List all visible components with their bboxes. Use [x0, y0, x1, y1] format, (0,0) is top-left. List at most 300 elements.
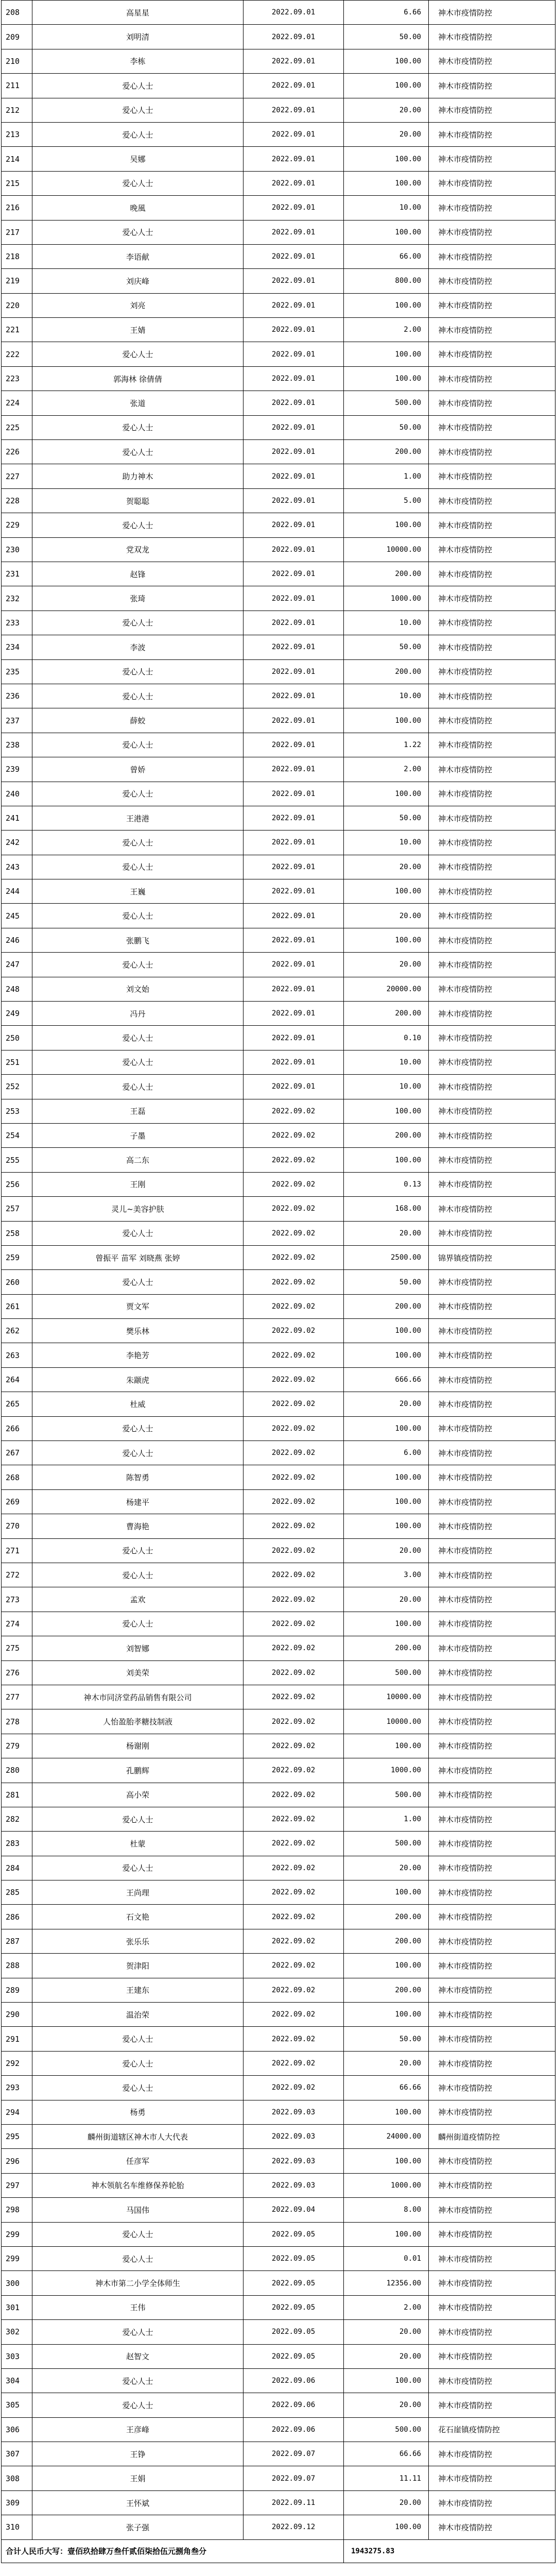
- table-row: [2, 1685, 555, 1709]
- donation-amount: 20.00: [344, 953, 429, 977]
- donation-amount: 2500.00: [344, 1245, 429, 1269]
- donation-date: 2022.09.01: [244, 74, 344, 98]
- table-row: [2, 1270, 555, 1294]
- row-number: 287: [2, 1929, 32, 1953]
- donor-name: 爱心人士: [32, 2051, 244, 2075]
- donation-table-container: [1, 0, 555, 2563]
- table-row: [2, 1734, 555, 1758]
- donation-amount: 2.00: [344, 318, 429, 342]
- row-number: 244: [2, 879, 32, 904]
- donation-date: 2022.09.02: [244, 1319, 344, 1343]
- donor-name: 曹海艳: [32, 1514, 244, 1538]
- donation-date: 2022.09.02: [244, 1514, 344, 1538]
- recipient: 神木市疫情防控: [429, 1612, 555, 1636]
- row-number: 267: [2, 1441, 32, 1465]
- total-amount: 1943275.83: [344, 2539, 555, 2563]
- recipient: 神木市疫情防控: [429, 318, 555, 342]
- table-row: [2, 1978, 555, 2002]
- table-row: [2, 1514, 555, 1538]
- donation-amount: 100.00: [344, 366, 429, 391]
- donation-amount: 0.10: [344, 1026, 429, 1050]
- donor-name: 任彦军: [32, 2149, 244, 2173]
- donation-amount: 10.00: [344, 1050, 429, 1074]
- recipient: 神木市疫情防控: [429, 74, 555, 98]
- donor-name: 李艳芳: [32, 1343, 244, 1367]
- donor-name: 灵儿~美容护肤: [32, 1197, 244, 1221]
- table-row: [2, 733, 555, 757]
- donation-date: 2022.09.01: [244, 1, 344, 25]
- table-row: [2, 440, 555, 464]
- table-row: [2, 1416, 555, 1440]
- table-row: [2, 928, 555, 952]
- donation-amount: 1.22: [344, 733, 429, 757]
- donor-name: 杨谢刚: [32, 1734, 244, 1758]
- donor-name: 爱心人士: [32, 171, 244, 195]
- donation-date: 2022.09.01: [244, 25, 344, 49]
- row-number: 260: [2, 1270, 32, 1294]
- table-row: [2, 1294, 555, 1318]
- row-number: 301: [2, 2295, 32, 2319]
- table-row: [2, 1075, 555, 1099]
- donation-amount: 20.00: [344, 1538, 429, 1563]
- recipient: 神木市疫情防控: [429, 464, 555, 488]
- recipient: 神木市疫情防控: [429, 1465, 555, 1489]
- donor-name: 晚風: [32, 196, 244, 220]
- donation-date: 2022.09.02: [244, 1416, 344, 1440]
- donation-amount: 2.00: [344, 2295, 429, 2319]
- table-row: [2, 586, 555, 611]
- recipient: 神木市疫情防控: [429, 953, 555, 977]
- donation-amount: 20.00: [344, 1856, 429, 1880]
- donation-amount: 5.00: [344, 488, 429, 513]
- donation-amount: 0.13: [344, 1172, 429, 1196]
- donor-name: 爱心人士: [32, 415, 244, 439]
- row-number: 212: [2, 98, 32, 122]
- recipient: 神木市疫情防控: [429, 1538, 555, 1563]
- table-row: [2, 1636, 555, 1660]
- row-number: 209: [2, 25, 32, 49]
- row-number: 265: [2, 1392, 32, 1416]
- donation-amount: 100.00: [344, 171, 429, 195]
- donation-date: 2022.09.02: [244, 1123, 344, 1147]
- donation-date: 2022.09.02: [244, 1978, 344, 2002]
- donation-date: 2022.09.05: [244, 2222, 344, 2246]
- row-number: 305: [2, 2393, 32, 2417]
- donation-date: 2022.09.05: [244, 2246, 344, 2270]
- row-number: 240: [2, 782, 32, 806]
- table-row: [2, 953, 555, 977]
- donor-name: 爱心人士: [32, 2027, 244, 2051]
- donation-amount: 200.00: [344, 1294, 429, 1318]
- donation-date: 2022.09.01: [244, 562, 344, 586]
- donation-date: 2022.09.02: [244, 1148, 344, 1172]
- donation-amount: 100.00: [344, 1099, 429, 1123]
- donation-amount: 6.00: [344, 1441, 429, 1465]
- donation-amount: 100.00: [344, 293, 429, 317]
- row-number: 252: [2, 1075, 32, 1099]
- donation-amount: 800.00: [344, 269, 429, 293]
- donation-date: 2022.09.02: [244, 1636, 344, 1660]
- recipient: 神木市疫情防控: [429, 2076, 555, 2100]
- donor-name: 王婧: [32, 318, 244, 342]
- table-row: [2, 1660, 555, 1685]
- donation-amount: 20.00: [344, 2051, 429, 2075]
- recipient: 神木市疫情防控: [429, 2466, 555, 2490]
- row-number: 218: [2, 244, 32, 268]
- donation-amount: 200.00: [344, 562, 429, 586]
- donor-name: 爱心人士: [32, 1612, 244, 1636]
- donation-amount: 66.66: [344, 2076, 429, 2100]
- row-number: 286: [2, 1905, 32, 1929]
- donation-amount: 168.00: [344, 1197, 429, 1221]
- recipient: 神木市疫情防控: [429, 806, 555, 830]
- donor-name: 神木市同济堂药品销售有限公司: [32, 1685, 244, 1709]
- donation-date: 2022.09.02: [244, 1660, 344, 1685]
- donor-name: 贺津阳: [32, 1954, 244, 1978]
- row-number: 308: [2, 2466, 32, 2490]
- donor-name: 杨勇: [32, 2100, 244, 2124]
- donation-date: 2022.09.02: [244, 1441, 344, 1465]
- donation-date: 2022.09.01: [244, 318, 344, 342]
- donation-amount: 20.00: [344, 1221, 429, 1245]
- recipient: 神木市疫情防控: [429, 1172, 555, 1196]
- donor-name: 王刚: [32, 1172, 244, 1196]
- donation-amount: 66.66: [344, 2442, 429, 2466]
- donation-amount: 100.00: [344, 782, 429, 806]
- donation-date: 2022.09.03: [244, 2149, 344, 2173]
- recipient: 神木市疫情防控: [429, 2100, 555, 2124]
- recipient: 神木市疫情防控: [429, 757, 555, 782]
- recipient: 神木市疫情防控: [429, 1319, 555, 1343]
- donation-date: 2022.09.05: [244, 2271, 344, 2295]
- donor-name: 王巍: [32, 879, 244, 904]
- row-number: 247: [2, 953, 32, 977]
- recipient: 神木市疫情防控: [429, 2051, 555, 2075]
- donation-date: 2022.09.03: [244, 2173, 344, 2197]
- donor-name: 爱心人士: [32, 2368, 244, 2393]
- recipient: 神木市疫情防控: [429, 586, 555, 611]
- table-row: [2, 1343, 555, 1367]
- donation-amount: 100.00: [344, 2222, 429, 2246]
- recipient: 神木市疫情防控: [429, 440, 555, 464]
- donation-amount: 10.00: [344, 684, 429, 708]
- donor-name: 高二东: [32, 1148, 244, 1172]
- donor-name: 爱心人士: [32, 1221, 244, 1245]
- donation-amount: 10000.00: [344, 1685, 429, 1709]
- recipient: 神木市疫情防控: [429, 1367, 555, 1392]
- row-number: 304: [2, 2368, 32, 2393]
- donor-name: 刘庆峰: [32, 269, 244, 293]
- row-number: 292: [2, 2051, 32, 2075]
- donor-name: 爱心人士: [32, 1075, 244, 1099]
- donation-amount: 200.00: [344, 1002, 429, 1026]
- donation-date: 2022.09.01: [244, 415, 344, 439]
- donation-date: 2022.09.04: [244, 2198, 344, 2222]
- table-row: [2, 2124, 555, 2148]
- recipient: 神木市疫情防控: [429, 1709, 555, 1734]
- recipient: 神木市疫情防控: [429, 2149, 555, 2173]
- donor-name: 神木领航名车维修保养轮胎: [32, 2173, 244, 2197]
- donor-name: 爱心人士: [32, 2320, 244, 2344]
- row-number: 295: [2, 2124, 32, 2148]
- donation-date: 2022.09.01: [244, 98, 344, 122]
- donor-name: 爱心人士: [32, 1807, 244, 1831]
- recipient: 神木市疫情防控: [429, 562, 555, 586]
- row-number: 224: [2, 391, 32, 415]
- recipient: 锦界镇疫情防控: [429, 1245, 555, 1269]
- total-row: [2, 2539, 555, 2563]
- donation-amount: 100.00: [344, 2515, 429, 2539]
- table-row: [2, 2393, 555, 2417]
- table-row: [2, 2466, 555, 2490]
- row-number: 219: [2, 269, 32, 293]
- donation-date: 2022.09.12: [244, 2515, 344, 2539]
- row-number: 259: [2, 1245, 32, 1269]
- donation-amount: 100.00: [344, 1319, 429, 1343]
- donation-date: 2022.09.01: [244, 342, 344, 366]
- donor-name: 赵智文: [32, 2344, 244, 2368]
- donation-amount: 50.00: [344, 1270, 429, 1294]
- recipient: 神木市疫情防控: [429, 782, 555, 806]
- row-number: 281: [2, 1783, 32, 1807]
- recipient: 神木市疫情防控: [429, 196, 555, 220]
- recipient: 神木市疫情防控: [429, 1807, 555, 1831]
- donor-name: 樊乐林: [32, 1319, 244, 1343]
- donation-date: 2022.09.02: [244, 1734, 344, 1758]
- donation-date: 2022.09.06: [244, 2393, 344, 2417]
- table-row: [2, 1880, 555, 1905]
- row-number: 251: [2, 1050, 32, 1074]
- row-number: 306: [2, 2417, 32, 2442]
- donation-amount: 1.00: [344, 464, 429, 488]
- recipient: 神木市疫情防控: [429, 25, 555, 49]
- row-number: 248: [2, 977, 32, 1001]
- donor-name: 张道: [32, 391, 244, 415]
- row-number: 270: [2, 1514, 32, 1538]
- row-number: 299: [2, 2222, 32, 2246]
- table-row: [2, 1148, 555, 1172]
- donor-name: 孟欢: [32, 1587, 244, 1612]
- recipient: 神木市疫情防控: [429, 1148, 555, 1172]
- table-row: [2, 1929, 555, 1953]
- row-number: 258: [2, 1221, 32, 1245]
- row-number: 262: [2, 1319, 32, 1343]
- table-row: [2, 757, 555, 782]
- donation-date: 2022.09.01: [244, 806, 344, 830]
- donation-amount: 50.00: [344, 2027, 429, 2051]
- recipient: 花石崖镇疫情防控: [429, 2417, 555, 2442]
- donation-amount: 200.00: [344, 1905, 429, 1929]
- donor-name: 王怀斌: [32, 2490, 244, 2515]
- row-number: 253: [2, 1099, 32, 1123]
- table-row: [2, 1099, 555, 1123]
- recipient: 神木市疫情防控: [429, 1416, 555, 1440]
- row-number: 264: [2, 1367, 32, 1392]
- donation-amount: 100.00: [344, 1880, 429, 1905]
- donor-name: 刘明清: [32, 25, 244, 49]
- recipient: 神木市疫情防控: [429, 611, 555, 635]
- donation-date: 2022.09.01: [244, 220, 344, 244]
- recipient: 神木市疫情防控: [429, 1880, 555, 1905]
- donation-amount: 3.00: [344, 1563, 429, 1587]
- donation-date: 2022.09.01: [244, 488, 344, 513]
- recipient: 神木市疫情防控: [429, 1099, 555, 1123]
- recipient: 神木市疫情防控: [429, 2027, 555, 2051]
- row-number: 298: [2, 2198, 32, 2222]
- donation-amount: 100.00: [344, 708, 429, 733]
- recipient: 神木市疫情防控: [429, 1978, 555, 2002]
- donation-date: 2022.09.01: [244, 928, 344, 952]
- table-row: [2, 879, 555, 904]
- recipient: 神木市疫情防控: [429, 1783, 555, 1807]
- donation-date: 2022.09.01: [244, 708, 344, 733]
- table-row: [2, 244, 555, 268]
- table-row: [2, 2344, 555, 2368]
- donor-name: 张子强: [32, 2515, 244, 2539]
- donor-name: 爱心人士: [32, 904, 244, 928]
- table-row: [2, 1050, 555, 1074]
- recipient: 神木市疫情防控: [429, 1441, 555, 1465]
- row-number: 278: [2, 1709, 32, 1734]
- table-row: [2, 1319, 555, 1343]
- row-number: 293: [2, 2076, 32, 2100]
- donation-amount: 100.00: [344, 1416, 429, 1440]
- donor-name: 曾娇: [32, 757, 244, 782]
- table-row: [2, 1367, 555, 1392]
- donation-date: 2022.09.01: [244, 611, 344, 635]
- table-row: [2, 2222, 555, 2246]
- donation-date: 2022.09.01: [244, 269, 344, 293]
- donation-amount: 100.00: [344, 49, 429, 73]
- donor-name: 爱心人士: [32, 953, 244, 977]
- donor-name: 赵锋: [32, 562, 244, 586]
- donor-name: 爱心人士: [32, 1026, 244, 1050]
- donor-name: 石文艳: [32, 1905, 244, 1929]
- table-row: [2, 366, 555, 391]
- recipient: 神木市疫情防控: [429, 1075, 555, 1099]
- row-number: 230: [2, 537, 32, 562]
- donation-amount: 0.01: [344, 2246, 429, 2270]
- recipient: 神木市疫情防控: [429, 1905, 555, 1929]
- recipient: 神木市疫情防控: [429, 2246, 555, 2270]
- donation-date: 2022.09.02: [244, 1685, 344, 1709]
- row-number: 289: [2, 1978, 32, 2002]
- donor-name: 张琦: [32, 586, 244, 611]
- donation-date: 2022.09.01: [244, 464, 344, 488]
- recipient: 神木市疫情防控: [429, 1489, 555, 1514]
- donor-name: 爱心人士: [32, 1416, 244, 1440]
- row-number: 280: [2, 1758, 32, 1783]
- donation-amount: 100.00: [344, 2368, 429, 2393]
- table-row: [2, 1392, 555, 1416]
- table-row: [2, 2173, 555, 2197]
- row-number: 307: [2, 2442, 32, 2466]
- table-row: [2, 1832, 555, 1856]
- donation-amount: 2.00: [344, 757, 429, 782]
- donation-amount: 20.00: [344, 1587, 429, 1612]
- donation-date: 2022.09.05: [244, 2344, 344, 2368]
- recipient: 神木市疫情防控: [429, 293, 555, 317]
- table-row: [2, 293, 555, 317]
- donation-amount: 6.66: [344, 1, 429, 25]
- recipient: 神木市疫情防控: [429, 684, 555, 708]
- donation-amount: 500.00: [344, 1660, 429, 1685]
- donation-amount: 20.00: [344, 1392, 429, 1416]
- donor-name: 子墨: [32, 1123, 244, 1147]
- table-row: [2, 2003, 555, 2027]
- recipient: 神木市疫情防控: [429, 2393, 555, 2417]
- donor-name: 党双龙: [32, 537, 244, 562]
- donation-amount: 10.00: [344, 611, 429, 635]
- recipient: 神木市疫情防控: [429, 2295, 555, 2319]
- donor-name: 王铮: [32, 2442, 244, 2466]
- donation-date: 2022.09.01: [244, 244, 344, 268]
- donation-amount: 1000.00: [344, 1758, 429, 1783]
- row-number: 242: [2, 831, 32, 855]
- donation-date: 2022.09.02: [244, 1612, 344, 1636]
- table-row: [2, 2198, 555, 2222]
- donation-date: 2022.09.01: [244, 977, 344, 1001]
- table-row: [2, 2100, 555, 2124]
- recipient: 神木市疫情防控: [429, 513, 555, 537]
- recipient: 神木市疫情防控: [429, 2198, 555, 2222]
- donation-date: 2022.09.05: [244, 2320, 344, 2344]
- donation-date: 2022.09.01: [244, 49, 344, 73]
- donation-amount: 20.00: [344, 855, 429, 879]
- recipient: 神木市疫情防控: [429, 1392, 555, 1416]
- donation-date: 2022.09.02: [244, 1367, 344, 1392]
- recipient: 神木市疫情防控: [429, 122, 555, 146]
- row-number: 276: [2, 1660, 32, 1685]
- donation-date: 2022.09.05: [244, 2295, 344, 2319]
- donation-amount: 100.00: [344, 1465, 429, 1489]
- donation-date: 2022.09.02: [244, 1709, 344, 1734]
- table-row: [2, 25, 555, 49]
- table-row: [2, 49, 555, 73]
- recipient: 神木市疫情防控: [429, 1197, 555, 1221]
- donation-amount: 100.00: [344, 2003, 429, 2027]
- donation-date: 2022.09.01: [244, 440, 344, 464]
- donation-date: 2022.09.01: [244, 171, 344, 195]
- table-row: [2, 2442, 555, 2466]
- donation-amount: 12356.00: [344, 2271, 429, 2295]
- table-row: [2, 1123, 555, 1147]
- donor-name: 刘文始: [32, 977, 244, 1001]
- donation-date: 2022.09.07: [244, 2466, 344, 2490]
- donor-name: 麟州街道辖区神木市人大代表: [32, 2124, 244, 2148]
- donor-name: 冯丹: [32, 1002, 244, 1026]
- donor-name: 李语献: [32, 244, 244, 268]
- donor-name: 神木市第二小学全体师生: [32, 2271, 244, 2295]
- donor-name: 温治荣: [32, 2003, 244, 2027]
- donation-amount: 10.00: [344, 196, 429, 220]
- donation-date: 2022.09.02: [244, 1807, 344, 1831]
- donation-amount: 200.00: [344, 1978, 429, 2002]
- donation-date: 2022.09.02: [244, 1197, 344, 1221]
- table-row: [2, 2490, 555, 2515]
- recipient: 神木市疫情防控: [429, 1294, 555, 1318]
- table-row: [2, 1587, 555, 1612]
- row-number: 272: [2, 1563, 32, 1587]
- donation-amount: 1.00: [344, 1807, 429, 1831]
- row-number: 243: [2, 855, 32, 879]
- donor-name: 朱颛虎: [32, 1367, 244, 1392]
- table-row: [2, 2320, 555, 2344]
- donation-date: 2022.09.07: [244, 2442, 344, 2466]
- row-number: 285: [2, 1880, 32, 1905]
- donation-amount: 1000.00: [344, 586, 429, 611]
- donation-amount: 100.00: [344, 147, 429, 171]
